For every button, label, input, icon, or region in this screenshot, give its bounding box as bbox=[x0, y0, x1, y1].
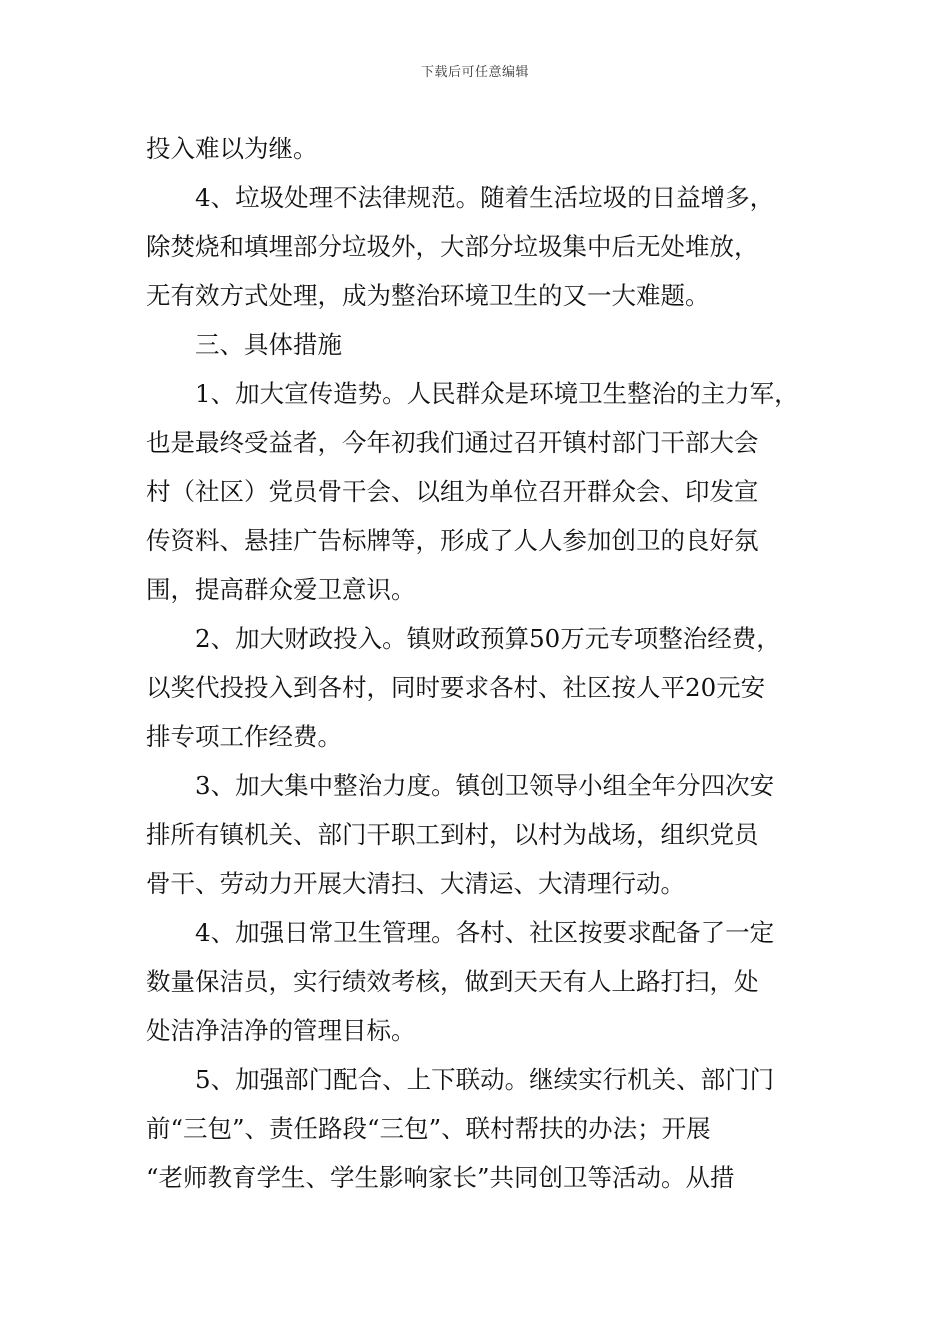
text-line: 排专项工作经费。 bbox=[146, 722, 342, 751]
text-line: 数量保洁员，实行绩效考核，做到天天有人上路打扫，处 bbox=[146, 967, 759, 996]
text-line: 前“三包”、责任路段“三包”、联村帮扶的办法；开展 bbox=[146, 1114, 711, 1143]
text-line: 无有效方式处理，成为整治环境卫生的又一大难题。 bbox=[146, 281, 710, 310]
text-line: 村（社区）党员骨干会、以组为单位召开群众会、印发宣 bbox=[146, 477, 759, 506]
text-line: 2、加大财政投入。镇财政预算50万元专项整治经费， bbox=[195, 624, 781, 653]
text-line: 1、加大宣传造势。人民群众是环境卫生整治的主力军， bbox=[195, 379, 799, 408]
page-header: 下载后可任意编辑 bbox=[420, 65, 529, 80]
text-line: 骨干、劳动力开展大清扫、大清运、大清理行动。 bbox=[146, 869, 685, 898]
section-heading: 三、具体措施 bbox=[195, 330, 342, 359]
text-line: 除焚烧和填埋部分垃圾外，大部分垃圾集中后无处堆放， bbox=[146, 232, 759, 261]
text-line: 排所有镇机关、部门干职工到村，以村为战场，组织党员 bbox=[146, 820, 759, 849]
text-line: 4、垃圾处理不法律规范。随着生活垃圾的日益增多， bbox=[195, 183, 775, 212]
document-body bbox=[146, 124, 810, 1202]
text-line: 3、加大集中整治力度。镇创卫领导小组全年分四次安 bbox=[195, 771, 775, 800]
text-line: 以奖代投投入到各村，同时要求各村、社区按人平20元安 bbox=[146, 673, 766, 702]
text-line: 也是最终受益者，今年初我们通过召开镇村部门干部大会 bbox=[146, 428, 759, 457]
text-line: 传资料、悬挂广告标牌等，形成了人人参加创卫的良好氛 bbox=[146, 526, 759, 555]
text-line: 处洁净洁净的管理目标。 bbox=[146, 1016, 416, 1045]
text-line: 投入难以为继。 bbox=[146, 134, 318, 163]
text-line: 4、加强日常卫生管理。各村、社区按要求配备了一定 bbox=[195, 918, 775, 947]
text-line: 5、加强部门配合、上下联动。继续实行机关、部门门 bbox=[195, 1065, 775, 1094]
text-line: 围，提高群众爱卫意识。 bbox=[146, 575, 416, 604]
text-line: “老师教育学生、学生影响家长”共同创卫等活动。从措 bbox=[146, 1163, 735, 1192]
